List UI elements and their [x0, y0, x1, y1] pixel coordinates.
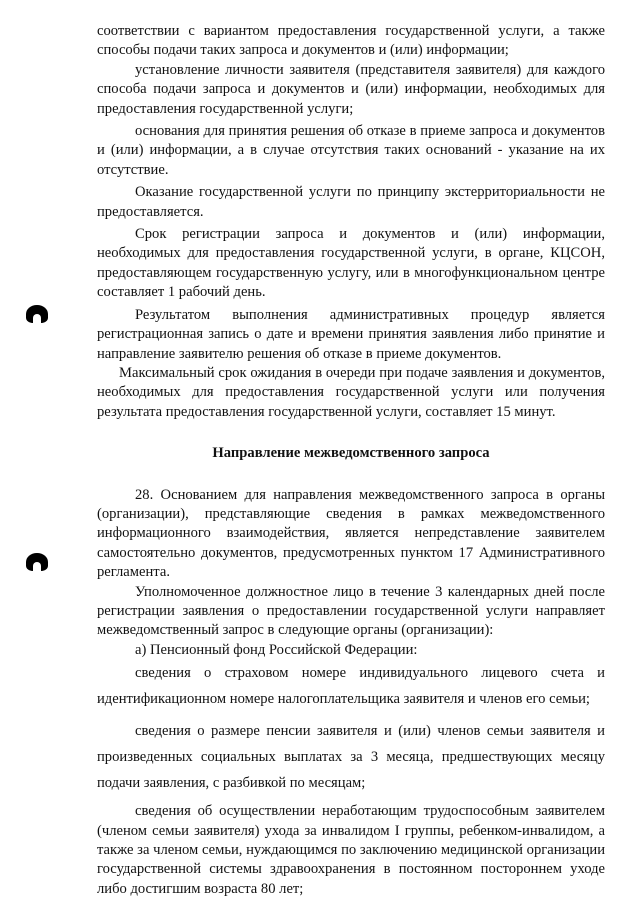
- paragraph: а) Пенсионный фонд Российской Федерации:: [135, 641, 418, 658]
- document-page: [97, 22, 605, 899]
- paragraph: соответствии с вариантом предоставления государственной услуги, а также способы подачи таких запроса и документов и (или) информации;: [97, 23, 605, 59]
- paragraph: основания для принятия решения об отказе в приеме запроса и документов и (или) информации, а в случае отсутствия таких оснований - указание на их отсутствие.: [97, 123, 605, 178]
- paragraph: Максимальный срок ожидания в очереди при подаче заявления и документов, необходимых для предоставления государственной услуги или получения результата предоставления государственной услуги, составляет 15 минут.: [97, 364, 605, 420]
- punch-hole-top: [26, 305, 48, 323]
- paragraph: сведения о страховом номере индивидуального лицевого счета и идентификационном номере налогоплательщика заявителя и членов его семьи;: [97, 665, 605, 708]
- paragraph: 28. Основанием для направления межведомственного запроса в органы (организации), представляющие сведения в рамках межведомственного информационного взаимодействия, является непредставление заявителем самостоятельно документов, предусмотренных пунктом 17 Административного регламента.: [97, 486, 605, 581]
- paragraph: Уполномоченное должностное лицо в течение 3 календарных дней после регистрации заявления о предоставлении государственной услуги направляет межведомственный запрос в следующие органы (организации):: [97, 583, 605, 639]
- paragraph: Срок регистрации запроса и документов и (или) информации, необходимых для предоставления государственной услуги, в органе, КЦСОН, предоставляющем государственную услугу, или в многофункциональном центре составляет 1 рабочий день.: [97, 226, 605, 301]
- paragraph: сведения о размере пенсии заявителя и (или) членов семьи заявителя и произведенных социальных выплатах за 3 месяца, предшествующих месяцу подачи заявления, с разбивкой по месяцам;: [97, 723, 605, 792]
- paragraph: Оказание государственной услуги по принципу экстерриториальности не предоставляется.: [97, 184, 605, 220]
- section-heading: Направление межведомственного запроса: [212, 445, 490, 462]
- paragraph: установление личности заявителя (представителя заявителя) для каждого способа подачи запроса и документов и (или) информации, необходимых для предоставления государственной услуги;: [97, 61, 605, 117]
- punch-hole-bottom: [26, 553, 48, 571]
- paragraph: сведения об осуществлении неработающим трудоспособным заявителем (членом семьи заявителя) ухода за инвалидом I группы, ребенком-инвалидом, а также за членом семьи, нуждающимся по заключению медицинской организации государственной системы здравоохранения в постоянном постороннем уходе либо достигшим возраста 80 лет;: [97, 803, 605, 897]
- paragraph: Результатом выполнения административных процедур является регистрационная запись о дате и времени принятия заявления либо принятие и направление заявителю решения об отказе в приеме документов.: [97, 306, 605, 362]
